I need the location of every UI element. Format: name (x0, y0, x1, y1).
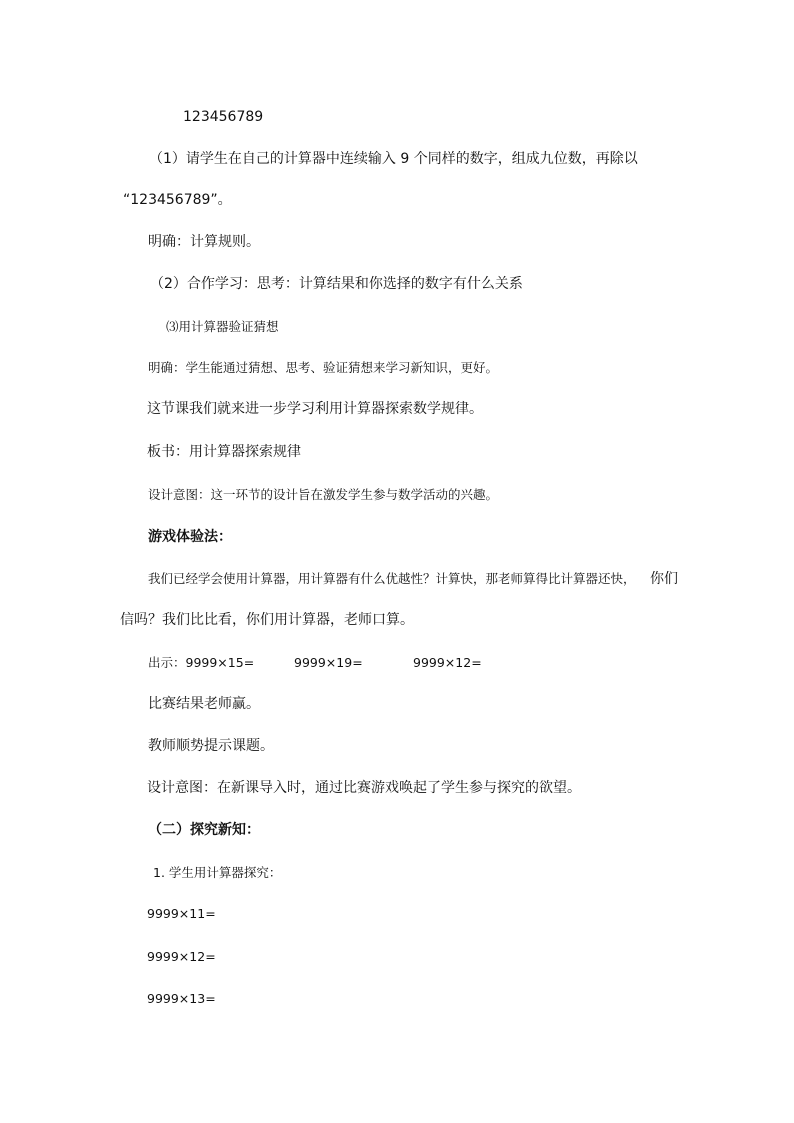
clarify-guess: 明确：学生能通过猜想、思考、验证猜想来学习新知识，更好。 (148, 360, 499, 375)
section-game-experience: 游戏体验法： (148, 529, 232, 545)
game-paragraph-line-2: 信吗？我们比比看，你们用计算器，老师口算。 (120, 612, 414, 628)
teacher-prompt: 教师顺势提示课题。 (148, 738, 274, 754)
design-intent-2: 设计意图：在新课导入时，通过比赛游戏唤起了学生参与探究的欲望。 (147, 780, 581, 796)
step-2-cooperative-learning: （2）合作学习：思考：计算结果和你选择的数字有什么关系 (150, 276, 523, 292)
competition-result: 比赛结果老师赢。 (148, 696, 260, 712)
show-problems (0, 654, 794, 672)
step-3-verify: ⑶用计算器验证猜想 (166, 319, 279, 334)
clarify-rule: 明确：计算规则。 (148, 234, 260, 250)
board-title: 板书：用计算器探索规律 (147, 444, 301, 460)
game-paragraph-line-1 (0, 570, 794, 588)
exercise-1: 9999×11= (147, 906, 216, 921)
game-paragraph-end: 你们 (650, 571, 678, 587)
design-intent-1: 设计意图：这一环节的设计旨在激发学生参与数学活动的兴趣。 (148, 487, 499, 502)
problem-2: 9999×19= (294, 655, 363, 670)
lesson-intro: 这节课我们就来进一步学习利用计算器探索数学规律。 (147, 401, 483, 417)
problem-3: 9999×12= (413, 655, 482, 670)
section-explore-new: （二）探究新知： (148, 822, 260, 838)
number-sequence: 123456789 (183, 109, 264, 125)
step-1-continuation: “123456789”。 (123, 192, 232, 208)
exercise-3: 9999×13= (147, 991, 216, 1006)
explore-step-1: 1. 学生用计算器探究： (153, 865, 282, 880)
game-paragraph-text: 我们已经学会使用计算器，用计算器有什么优越性？计算快，那老师算得比计算器还快， (148, 571, 636, 586)
step-1-instruction: （1）请学生在自己的计算器中连续输入 9 个同样的数字，组成九位数，再除以 (149, 151, 638, 167)
exercise-2: 9999×12= (147, 949, 216, 964)
problem-1: 出示：9999×15= (148, 655, 255, 670)
